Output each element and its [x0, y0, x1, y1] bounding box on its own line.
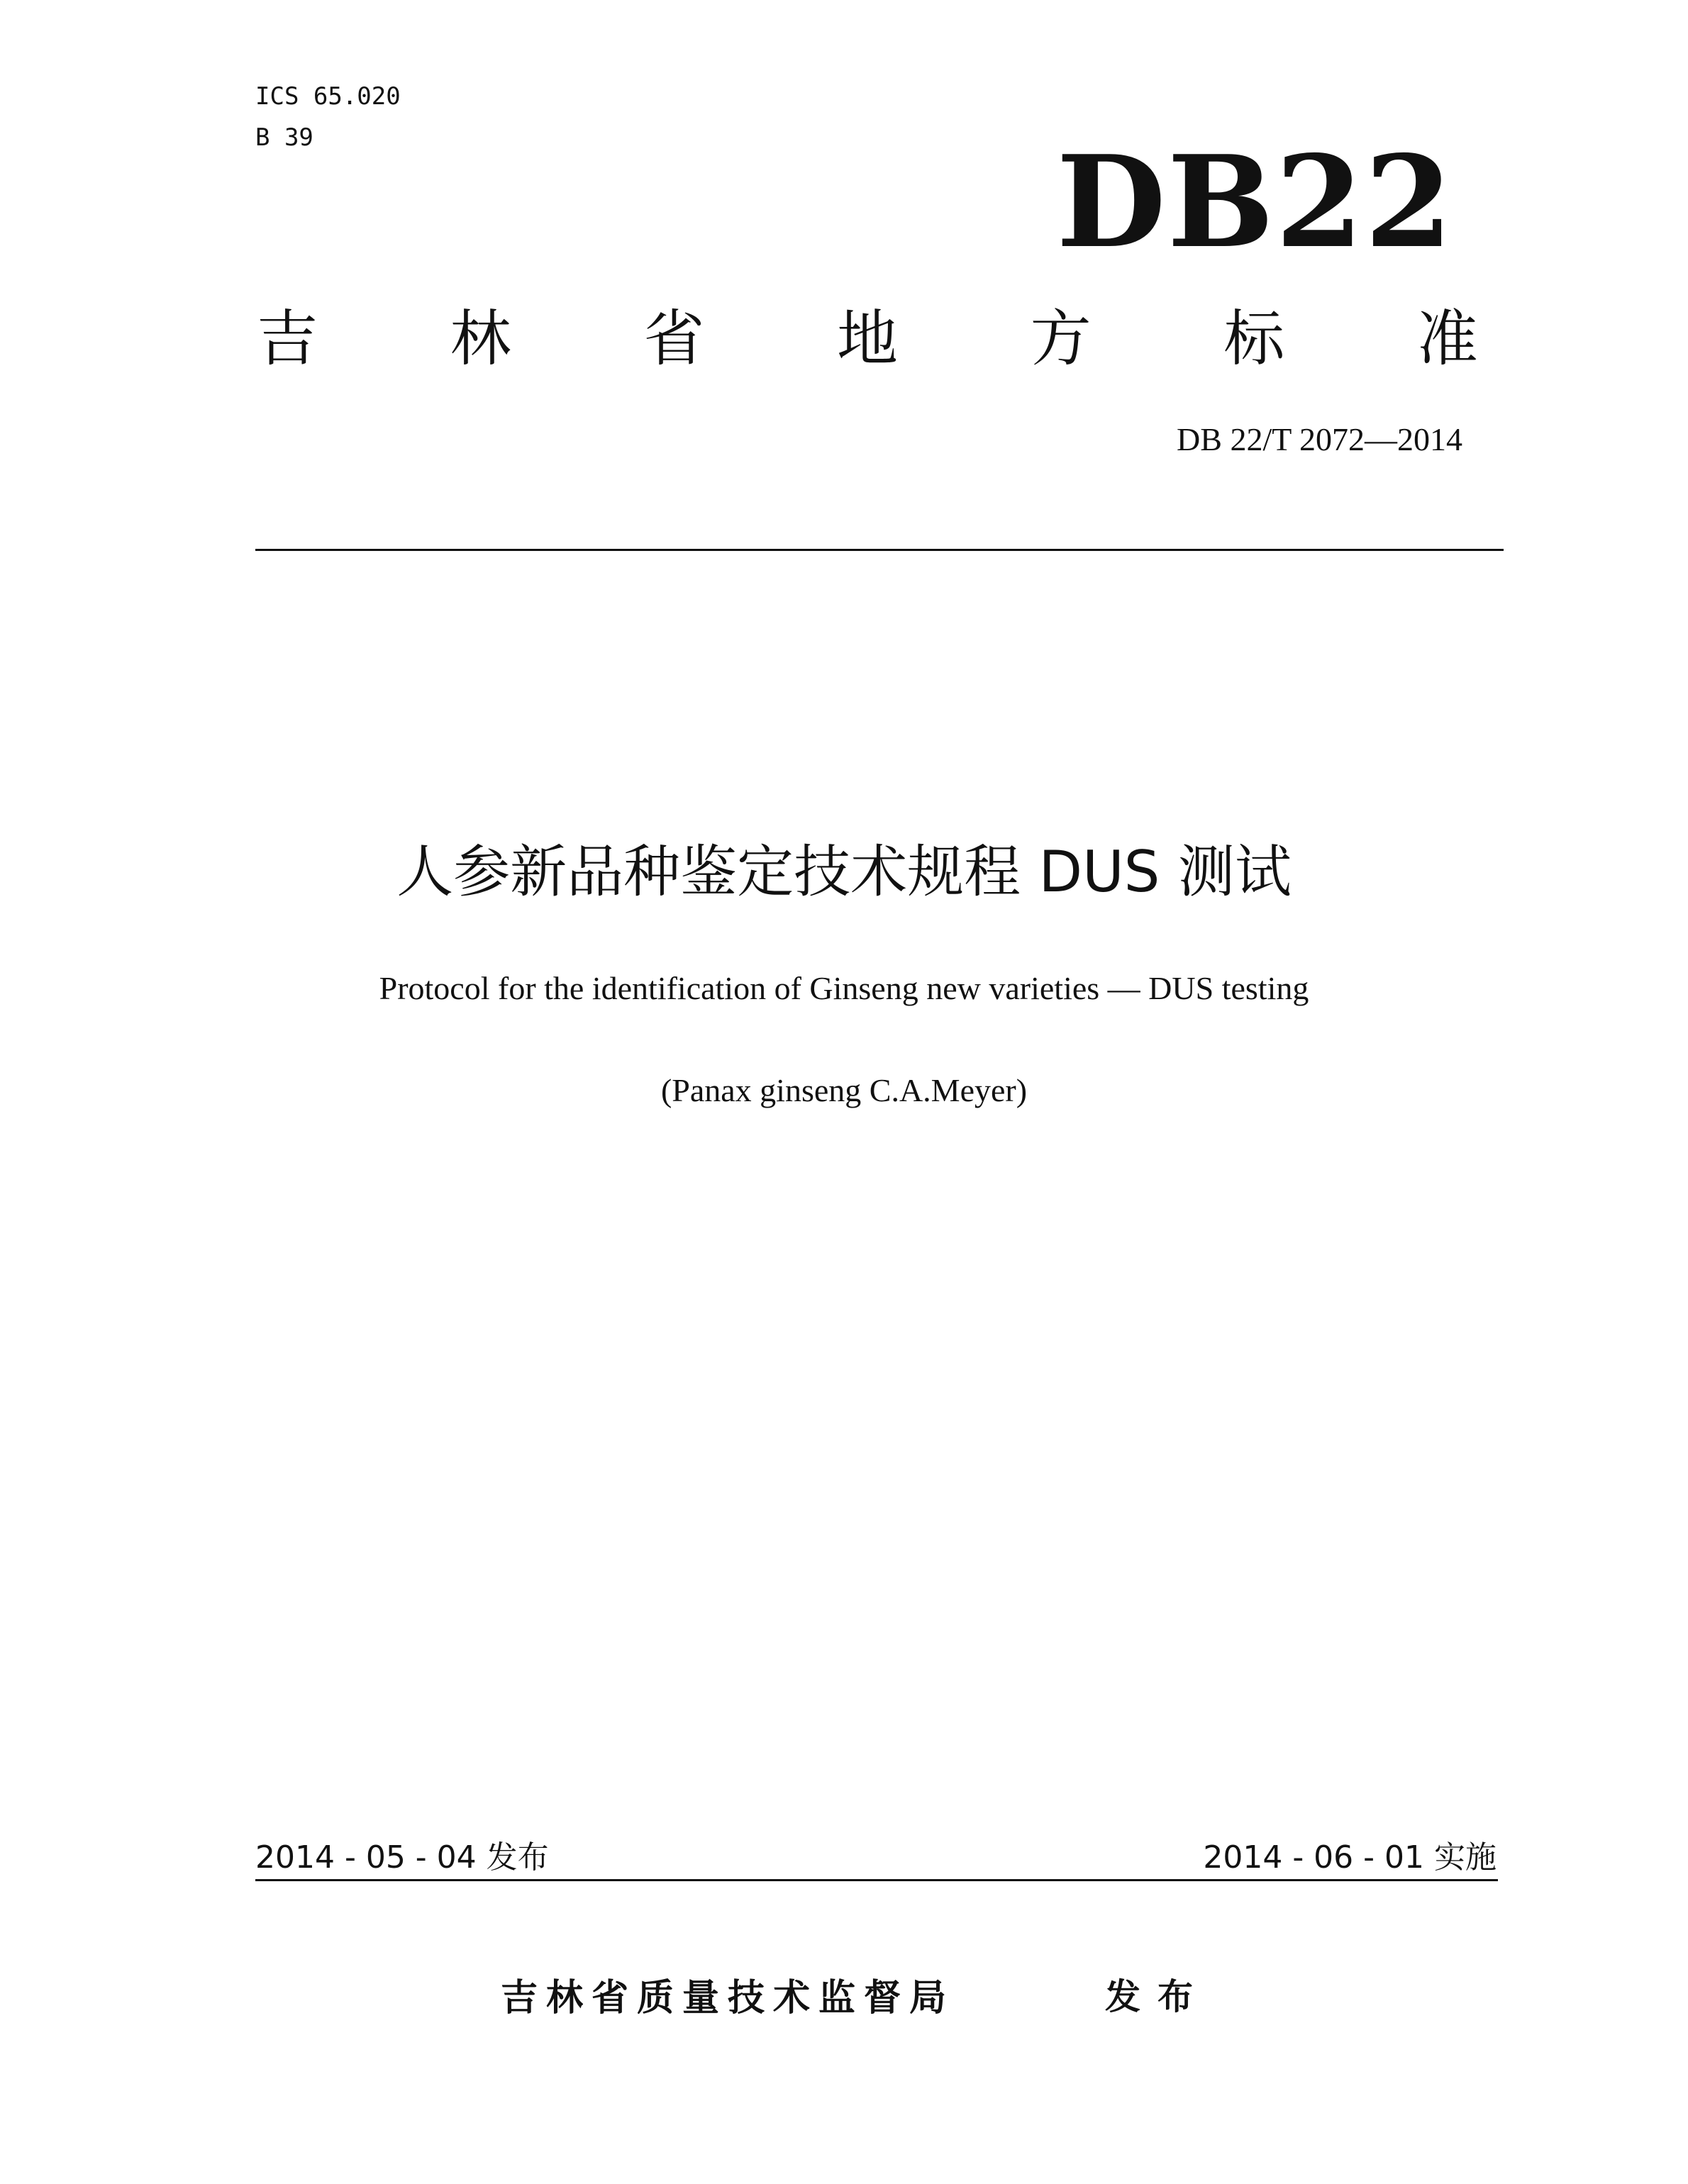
standard-type-char: 标	[1223, 303, 1285, 374]
standard-type-char: 准	[1416, 303, 1478, 374]
title-latin-name: (Panax ginseng C.A.Meyer)	[660, 1072, 1028, 1108]
standard-type-char: 地	[836, 303, 898, 374]
standard-type-char: 吉	[257, 303, 318, 374]
standard-type	[257, 303, 1478, 374]
implementation-date: 2014 - 06 - 01 实施	[1203, 1839, 1497, 1876]
title-english: Protocol for the identification of Ginseng new varieties — DUS testing	[379, 970, 1309, 1006]
standard-type-char: 省	[643, 303, 705, 374]
standard-number: DB 22/T 2072—2014	[1177, 421, 1462, 457]
issue-date: 2014 - 05 - 04 发布	[255, 1839, 549, 1876]
title-chinese: 人参新品种鉴定技术规程 DUS 测试	[396, 839, 1292, 905]
standard-logo: DB22	[1056, 128, 1454, 276]
footer-divider	[255, 1879, 1498, 1881]
issue-label: 发布	[1105, 1976, 1210, 2017]
standard-type-char: 方	[1030, 303, 1092, 374]
issuing-authority: 吉林省质量技术监督局	[501, 1977, 955, 2019]
standard-type-char: 林	[450, 303, 511, 374]
header-divider	[255, 549, 1504, 551]
ccs-code: B 39	[255, 123, 313, 152]
ics-code: ICS 65.020	[255, 82, 401, 111]
